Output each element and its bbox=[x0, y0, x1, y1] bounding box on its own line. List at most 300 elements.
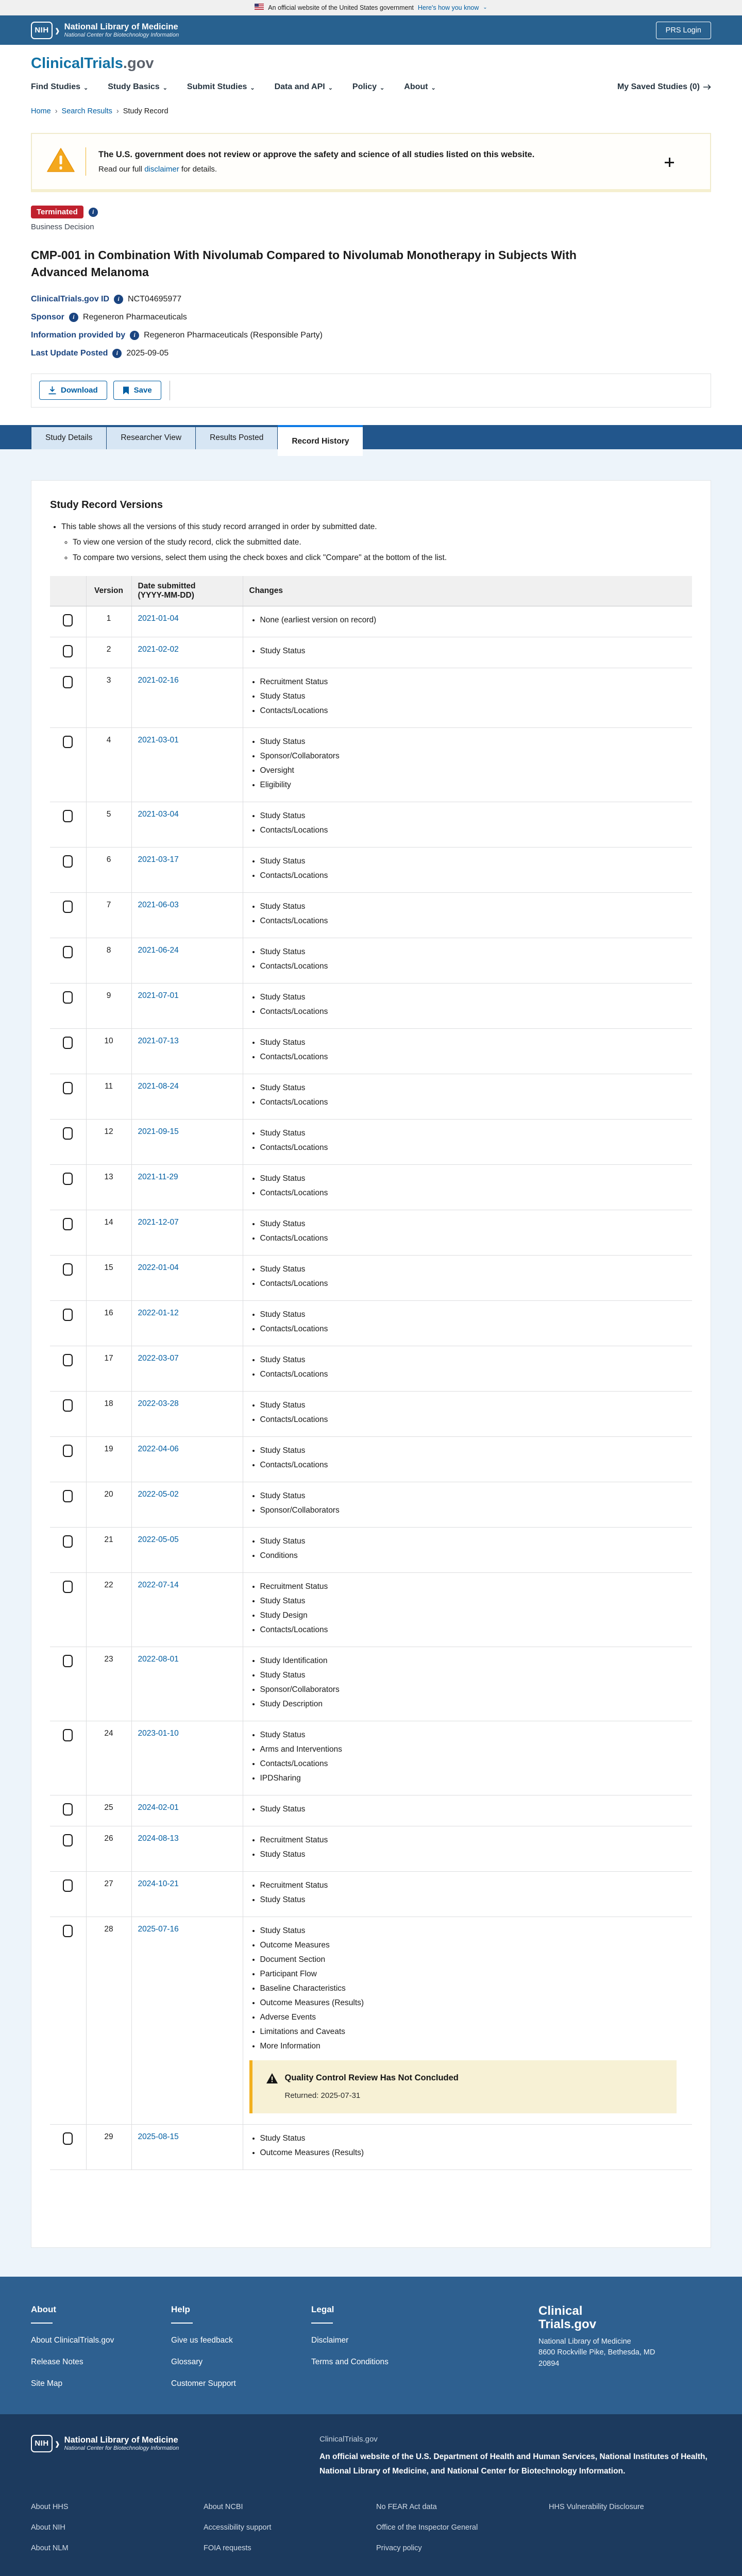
us-flag-icon bbox=[255, 4, 264, 11]
version-date-link[interactable]: 2021-03-04 bbox=[138, 809, 179, 819]
changes-cell bbox=[243, 1436, 692, 1482]
change-item: • Contacts/Locations bbox=[260, 826, 686, 835]
change-item: • Contacts/Locations bbox=[260, 1053, 686, 1062]
version-date-link[interactable]: 2022-05-02 bbox=[138, 1489, 179, 1499]
change-item: • Study Design bbox=[260, 1611, 686, 1620]
change-item: • IPDSharing bbox=[260, 1774, 686, 1783]
changes-cell bbox=[243, 1391, 692, 1436]
change-item: • Study Status bbox=[260, 2134, 686, 2143]
version-number-cell: 23 bbox=[86, 1647, 131, 1721]
changes-cell bbox=[243, 1164, 692, 1210]
change-item: • Adverse Events bbox=[260, 2013, 686, 2022]
org-name: National Library of Medicine bbox=[64, 22, 178, 32]
version-checkbox[interactable] bbox=[63, 645, 73, 657]
quality-control-alert bbox=[249, 2060, 677, 2113]
change-item: • Study Status bbox=[260, 1129, 686, 1138]
version-checkbox[interactable] bbox=[63, 1925, 73, 1937]
version-date-link[interactable]: 2021-07-13 bbox=[138, 1036, 179, 1045]
changes-cell bbox=[243, 1346, 692, 1391]
col-header-changes: Changes bbox=[243, 576, 692, 606]
table-row bbox=[50, 938, 692, 983]
version-checkbox[interactable] bbox=[63, 676, 73, 688]
changes-cell bbox=[243, 938, 692, 983]
change-item: • Study Status bbox=[260, 947, 686, 957]
change-item: • Study Status bbox=[260, 1038, 686, 1047]
version-number-cell: 15 bbox=[86, 1255, 131, 1300]
version-date-link[interactable]: 2021-03-17 bbox=[138, 855, 179, 864]
version-checkbox[interactable] bbox=[63, 1263, 73, 1276]
change-item: • Recruitment Status bbox=[260, 1836, 686, 1845]
version-date-link[interactable]: 2021-11-29 bbox=[138, 1172, 178, 1181]
version-checkbox[interactable] bbox=[63, 736, 73, 748]
version-date-link[interactable]: 2021-02-02 bbox=[138, 645, 179, 654]
version-date-link[interactable]: 2021-08-24 bbox=[138, 1081, 179, 1091]
version-number-cell: 5 bbox=[86, 802, 131, 847]
footer-heading-rule bbox=[311, 2323, 333, 2324]
version-date-link[interactable]: 2021-01-04 bbox=[138, 614, 179, 623]
disclaimer-link[interactable]: disclaimer bbox=[144, 164, 179, 174]
field-label: Last Update Posted bbox=[31, 348, 108, 358]
version-number-cell: 22 bbox=[86, 1572, 131, 1647]
table-row bbox=[50, 1527, 692, 1572]
version-date-link[interactable]: 2022-07-14 bbox=[138, 1580, 179, 1589]
version-number-cell: 11 bbox=[86, 1074, 131, 1119]
change-item: • Arms and Interventions bbox=[260, 1745, 686, 1754]
field-value: Regeneron Pharmaceuticals bbox=[82, 312, 187, 321]
version-checkbox[interactable] bbox=[63, 1173, 73, 1185]
version-number-cell: 21 bbox=[86, 1527, 131, 1572]
version-number-cell: 2 bbox=[86, 637, 131, 668]
study-field-row bbox=[31, 331, 711, 340]
version-checkbox[interactable] bbox=[63, 1309, 73, 1321]
chevron-down-icon: ⌄ bbox=[162, 84, 167, 91]
version-date-link[interactable]: 2024-08-13 bbox=[138, 1834, 179, 1843]
version-date-link[interactable]: 2021-07-01 bbox=[138, 991, 179, 1000]
official-agency-link[interactable]: National Center for Biotechnology Information bbox=[447, 2467, 623, 2476]
breadcrumb-link[interactable]: Search Results bbox=[61, 107, 112, 115]
breadcrumb bbox=[0, 99, 742, 118]
nav-item-submit-studies[interactable] bbox=[187, 82, 255, 92]
table-row bbox=[50, 1572, 692, 1647]
version-number-cell: 12 bbox=[86, 1119, 131, 1164]
table-row bbox=[50, 1647, 692, 1721]
gov-banner-text: An official website of the United States government bbox=[268, 4, 414, 11]
alert-sub-suffix: for details. bbox=[179, 164, 217, 174]
change-item: • Study Status bbox=[260, 1850, 686, 1859]
change-item: • Study Status bbox=[260, 1355, 686, 1365]
table-row bbox=[50, 1164, 692, 1210]
changes-cell bbox=[243, 637, 692, 668]
version-date-link[interactable]: 2021-03-01 bbox=[138, 735, 179, 744]
nlm-header bbox=[0, 15, 742, 45]
version-date-link[interactable]: 2022-04-06 bbox=[138, 1444, 179, 1453]
changes-cell bbox=[243, 1647, 692, 1721]
version-checkbox[interactable] bbox=[63, 1581, 73, 1593]
change-item: • Outcome Measures (Results) bbox=[260, 1998, 686, 2008]
official-text: . bbox=[623, 2467, 626, 2476]
changes-cell bbox=[243, 847, 692, 892]
footer-column-help bbox=[171, 2304, 311, 2388]
version-checkbox[interactable] bbox=[63, 855, 73, 868]
version-number-cell: 6 bbox=[86, 847, 131, 892]
change-item: • Conditions bbox=[260, 1551, 686, 1561]
intro-sub-bullet: ◦ To view one version of the study record, click the submitted date. bbox=[73, 538, 692, 547]
chevron-down-icon: ⌄ bbox=[431, 84, 436, 91]
official-agency-link[interactable]: National Institutes of Health bbox=[599, 2452, 705, 2461]
version-date-link[interactable]: 2021-12-07 bbox=[138, 1217, 179, 1227]
version-checkbox[interactable] bbox=[63, 1082, 73, 1094]
breadcrumb-separator: › bbox=[116, 107, 119, 115]
change-item: • Study Status bbox=[260, 1265, 686, 1274]
footer-link-columns bbox=[31, 2304, 451, 2388]
version-checkbox[interactable] bbox=[63, 1729, 73, 1741]
agency-link-column bbox=[31, 2503, 193, 2565]
table-row bbox=[50, 2124, 692, 2170]
change-item: • Study Status bbox=[260, 1492, 686, 1501]
change-item: • Recruitment Status bbox=[260, 677, 686, 687]
agency-footer-link[interactable]: Office of the Inspector General bbox=[376, 2523, 478, 2532]
table-row bbox=[50, 1255, 692, 1300]
table-row bbox=[50, 983, 692, 1028]
version-number-cell: 17 bbox=[86, 1346, 131, 1391]
changes-cell bbox=[243, 1917, 692, 2124]
footer-site-name: ClinicalTrials.gov bbox=[319, 2434, 378, 2444]
change-item: • Contacts/Locations bbox=[260, 1279, 686, 1289]
gov-disclaimer-alert bbox=[31, 133, 711, 192]
agency-footer-link[interactable]: HHS Vulnerability Disclosure bbox=[549, 2503, 644, 2512]
official-text: An official website of the bbox=[319, 2452, 416, 2461]
version-checkbox[interactable] bbox=[63, 1655, 73, 1667]
chevron-down-icon: ⌄ bbox=[328, 84, 333, 91]
version-date-link[interactable]: 2022-03-28 bbox=[138, 1399, 179, 1408]
version-date-link[interactable]: 2025-08-15 bbox=[138, 2132, 179, 2141]
version-date-link[interactable]: 2024-02-01 bbox=[138, 1803, 179, 1812]
version-date-link[interactable]: 2022-03-07 bbox=[138, 1353, 179, 1363]
org-subtitle: National Center for Biotechnology Information bbox=[64, 31, 179, 38]
version-date-link[interactable]: 2022-05-05 bbox=[138, 1535, 179, 1544]
change-item: • Study Status bbox=[260, 993, 686, 1002]
warning-triangle-icon bbox=[266, 2073, 278, 2084]
table-row bbox=[50, 637, 692, 668]
version-number-cell: 16 bbox=[86, 1300, 131, 1346]
col-header-version: Version bbox=[86, 576, 131, 606]
version-checkbox[interactable] bbox=[63, 1445, 73, 1457]
footer-column-heading: Legal bbox=[311, 2304, 334, 2314]
how-you-know-link[interactable]: Here's how you know bbox=[417, 4, 479, 11]
version-date-link[interactable]: 2021-09-15 bbox=[138, 1127, 179, 1136]
nih-chevron-icon: › bbox=[55, 20, 60, 40]
version-checkbox[interactable] bbox=[63, 2132, 73, 2145]
change-item: • Eligibility bbox=[260, 781, 686, 790]
change-item: • Contacts/Locations bbox=[260, 1759, 686, 1769]
field-value: NCT04695977 bbox=[128, 294, 182, 303]
expand-alert-button[interactable] bbox=[665, 158, 674, 167]
agency-footer-link[interactable]: No FEAR Act data bbox=[376, 2503, 437, 2512]
download-button[interactable] bbox=[39, 381, 107, 400]
version-number-cell: 8 bbox=[86, 938, 131, 983]
field-label: Sponsor bbox=[31, 312, 64, 321]
version-number-cell: 26 bbox=[86, 1826, 131, 1871]
version-checkbox[interactable] bbox=[63, 1490, 73, 1502]
qc-alert-title: Quality Control Review Has Not Concluded bbox=[284, 2073, 459, 2083]
footer-address: National Library of Medicine 8600 Rockville Pike, Bethesda, MD 20894 bbox=[538, 2337, 655, 2368]
breadcrumb-current: Study Record bbox=[123, 107, 168, 115]
table-row bbox=[50, 1721, 692, 1795]
footer-agency-links bbox=[31, 2503, 711, 2565]
table-row bbox=[50, 1119, 692, 1164]
version-checkbox[interactable] bbox=[63, 810, 73, 822]
version-checkbox[interactable] bbox=[63, 1834, 73, 1846]
version-date-link[interactable]: 2022-08-01 bbox=[138, 1654, 179, 1664]
nav-item-label: Policy bbox=[352, 82, 377, 91]
change-item: • Sponsor/Collaborators bbox=[260, 1685, 686, 1694]
version-checkbox[interactable] bbox=[63, 1535, 73, 1548]
footer-link[interactable]: Glossary bbox=[171, 2357, 203, 2366]
tab-record-history[interactable]: Record History bbox=[278, 425, 363, 456]
version-number-cell: 28 bbox=[86, 1917, 131, 2124]
table-row bbox=[50, 1917, 692, 2124]
change-item: • Recruitment Status bbox=[260, 1582, 686, 1591]
nav-item-label: Find Studies bbox=[31, 82, 80, 91]
version-number-cell: 9 bbox=[86, 983, 131, 1028]
prs-login-button[interactable]: PRS Login bbox=[656, 22, 711, 39]
version-date-link[interactable]: 2023-01-10 bbox=[138, 1728, 179, 1738]
change-item: • Study Status bbox=[260, 692, 686, 701]
change-item: • Contacts/Locations bbox=[260, 1325, 686, 1334]
footer-column-legal bbox=[311, 2304, 451, 2388]
study-field-row bbox=[31, 295, 711, 304]
nih-logo[interactable] bbox=[31, 22, 179, 39]
changes-cell bbox=[243, 983, 692, 1028]
version-date-link[interactable]: 2021-06-03 bbox=[138, 900, 179, 909]
info-icon[interactable] bbox=[112, 349, 122, 358]
version-checkbox[interactable] bbox=[63, 1218, 73, 1230]
intro-sub-bullet: ◦ To compare two versions, select them using the check boxes and click "Compare" at the bottom of the list. bbox=[73, 553, 692, 563]
version-date-link[interactable]: 2022-01-12 bbox=[138, 1308, 179, 1317]
footer-link[interactable]: Disclaimer bbox=[311, 2335, 349, 2345]
changes-cell bbox=[243, 1527, 692, 1572]
version-checkbox[interactable] bbox=[63, 1803, 73, 1816]
agency-footer-link[interactable]: About NIH bbox=[31, 2523, 65, 2532]
nav-item-about[interactable] bbox=[404, 82, 435, 92]
change-item: • Study Status bbox=[260, 811, 686, 821]
footer-nih-chevron-icon: › bbox=[55, 2433, 60, 2453]
footer-column-about bbox=[31, 2304, 171, 2388]
table-row bbox=[50, 802, 692, 847]
table-row bbox=[50, 1795, 692, 1826]
gov-banner bbox=[0, 0, 742, 15]
field-label: ClinicalTrials.gov ID bbox=[31, 294, 110, 303]
tab-study-details[interactable]: Study Details bbox=[31, 427, 107, 449]
page-title: CMP-001 in Combination With Nivolumab Compared to Nivolumab Monotherapy in Subjects With Advanced Melanoma bbox=[31, 248, 577, 279]
agency-link-column bbox=[549, 2503, 711, 2565]
nav-item-policy[interactable] bbox=[352, 82, 384, 92]
version-date-link[interactable]: 2025-07-16 bbox=[138, 1924, 179, 1934]
info-icon[interactable] bbox=[89, 208, 98, 217]
agency-footer-link[interactable]: Privacy policy bbox=[376, 2544, 422, 2553]
agency-footer bbox=[0, 2414, 742, 2576]
change-item: • Study Status bbox=[260, 1446, 686, 1455]
nav-item-data-and-api[interactable] bbox=[275, 82, 333, 92]
versions-intro bbox=[50, 522, 692, 563]
version-checkbox[interactable] bbox=[63, 901, 73, 913]
table-row bbox=[50, 1210, 692, 1255]
table-row bbox=[50, 1391, 692, 1436]
col-header-checkbox bbox=[50, 576, 86, 606]
study-fields bbox=[31, 295, 711, 358]
alert-title: The U.S. government does not review or approve the safety and science of all studies listed on this website. bbox=[98, 149, 535, 159]
main-nav bbox=[31, 82, 436, 92]
table-row bbox=[50, 606, 692, 637]
save-button[interactable] bbox=[113, 381, 161, 400]
change-item: • Study Status bbox=[260, 1895, 686, 1905]
tab-researcher-view[interactable]: Researcher View bbox=[107, 427, 196, 449]
change-item: • Baseline Characteristics bbox=[260, 1984, 686, 1993]
footer-link[interactable]: Customer Support bbox=[171, 2379, 236, 2388]
version-checkbox[interactable] bbox=[63, 1879, 73, 1892]
actions-box bbox=[31, 374, 711, 408]
change-item: • Contacts/Locations bbox=[260, 1415, 686, 1425]
status-reason: Business Decision bbox=[31, 223, 94, 231]
intro-sub-list bbox=[61, 538, 692, 563]
changes-cell bbox=[243, 1572, 692, 1647]
change-item: • Document Section bbox=[260, 1955, 686, 1964]
change-item: • Study Description bbox=[260, 1700, 686, 1709]
tab-results-posted[interactable]: Results Posted bbox=[196, 427, 278, 449]
change-item: • Contacts/Locations bbox=[260, 1625, 686, 1635]
footer-column-heading: Help bbox=[171, 2304, 190, 2314]
wordmark-main: ClinicalTrials bbox=[31, 55, 123, 72]
col-header-date: Date submitted (YYYY-MM-DD) bbox=[131, 576, 243, 606]
chevron-down-icon: ⌄ bbox=[483, 5, 487, 10]
table-row bbox=[50, 1346, 692, 1391]
info-icon[interactable] bbox=[114, 295, 123, 304]
footer-link[interactable]: Give us feedback bbox=[171, 2335, 233, 2345]
official-text: , bbox=[705, 2452, 707, 2461]
table-row bbox=[50, 668, 692, 727]
changes-cell bbox=[243, 1826, 692, 1871]
footer-link[interactable]: Terms and Conditions bbox=[311, 2357, 389, 2366]
change-item: • Contacts/Locations bbox=[260, 1007, 686, 1016]
version-checkbox[interactable] bbox=[63, 614, 73, 626]
change-item: • Study Status bbox=[260, 1310, 686, 1319]
footer-org-subtitle: National Center for Biotechnology Information bbox=[64, 2445, 179, 2452]
version-date-link[interactable]: 2021-06-24 bbox=[138, 945, 179, 955]
change-item: • Study Status bbox=[260, 1174, 686, 1183]
version-date-link[interactable]: 2022-01-04 bbox=[138, 1263, 179, 1272]
table-row bbox=[50, 1074, 692, 1119]
agency-link-column bbox=[204, 2503, 366, 2565]
agency-footer-link[interactable]: About HHS bbox=[31, 2503, 69, 2512]
intro-main-text: This table shows all the versions of this study record arranged in order by submitted date. bbox=[61, 522, 377, 531]
breadcrumb-link[interactable]: Home bbox=[31, 107, 51, 115]
version-number-cell: 14 bbox=[86, 1210, 131, 1255]
changes-cell bbox=[243, 1871, 692, 1917]
change-item: • Sponsor/Collaborators bbox=[260, 752, 686, 761]
changes-cell bbox=[243, 727, 692, 802]
change-item: • Contacts/Locations bbox=[260, 962, 686, 971]
chevron-down-icon: ⌄ bbox=[250, 84, 255, 91]
footer-link[interactable]: Site Map bbox=[31, 2379, 63, 2388]
clinicaltrials-logo[interactable] bbox=[31, 55, 711, 72]
footer-link[interactable]: Release Notes bbox=[31, 2357, 83, 2366]
tab-bar bbox=[0, 425, 742, 449]
changes-cell bbox=[243, 2124, 692, 2170]
nav-item-label: Study Basics bbox=[108, 82, 160, 91]
version-number-cell: 20 bbox=[86, 1482, 131, 1527]
version-checkbox[interactable] bbox=[63, 946, 73, 958]
info-icon[interactable] bbox=[69, 313, 78, 322]
change-item: • Limitations and Caveats bbox=[260, 2027, 686, 2037]
changes-cell bbox=[243, 1210, 692, 1255]
change-item: • Study Status bbox=[260, 1597, 686, 1606]
site-header bbox=[0, 45, 742, 99]
footer-link[interactable]: About ClinicalTrials.gov bbox=[31, 2335, 114, 2345]
version-checkbox[interactable] bbox=[63, 991, 73, 1004]
version-number-cell: 25 bbox=[86, 1795, 131, 1826]
arrow-right-icon bbox=[703, 84, 711, 90]
version-date-link[interactable]: 2021-02-16 bbox=[138, 675, 179, 685]
footer-official-statement bbox=[319, 2450, 711, 2479]
version-number-cell: 19 bbox=[86, 1436, 131, 1482]
agency-footer-link[interactable]: FOIA requests bbox=[204, 2544, 251, 2553]
change-item: • Contacts/Locations bbox=[260, 917, 686, 926]
change-item: • More Information bbox=[260, 2042, 686, 2051]
change-item: • Study Status bbox=[260, 1805, 686, 1814]
change-item: • Contacts/Locations bbox=[260, 1098, 686, 1107]
nav-item-study-basics[interactable] bbox=[108, 82, 167, 92]
version-number-cell: 7 bbox=[86, 892, 131, 938]
versions-table bbox=[50, 576, 692, 2170]
version-number-cell: 27 bbox=[86, 1871, 131, 1917]
footer-org-name: National Library of Medicine bbox=[64, 2435, 178, 2445]
qc-returned-date: Returned: 2025-07-31 bbox=[284, 2091, 361, 2100]
change-item: • Study Status bbox=[260, 1537, 686, 1546]
version-checkbox[interactable] bbox=[63, 1127, 73, 1140]
version-number-cell: 13 bbox=[86, 1164, 131, 1210]
changes-cell bbox=[243, 1255, 692, 1300]
change-item: • Study Status bbox=[260, 737, 686, 747]
field-label: Information provided by bbox=[31, 330, 126, 340]
footer-column-heading: About bbox=[31, 2304, 57, 2314]
info-icon[interactable] bbox=[130, 331, 139, 340]
change-item: • Participant Flow bbox=[260, 1970, 686, 1979]
change-item: • Study Status bbox=[260, 1926, 686, 1936]
change-item: • Study Identification bbox=[260, 1656, 686, 1666]
agency-footer-link[interactable]: Accessibility support bbox=[204, 2523, 272, 2532]
official-agency-link[interactable]: U.S. Department of Health and Human Services bbox=[415, 2452, 595, 2461]
version-checkbox[interactable] bbox=[63, 1399, 73, 1412]
field-value: Regeneron Pharmaceuticals (Responsible Party) bbox=[144, 330, 323, 340]
change-item: • Sponsor/Collaborators bbox=[260, 1506, 686, 1515]
section-title: Study Record Versions bbox=[50, 499, 163, 511]
change-item: • Contacts/Locations bbox=[260, 871, 686, 880]
study-field-row bbox=[31, 349, 711, 358]
agency-footer-link[interactable]: About NCBI bbox=[204, 2503, 243, 2512]
official-agency-link[interactable]: National Library of Medicine bbox=[319, 2467, 427, 2476]
change-item: • Study Status bbox=[260, 857, 686, 866]
my-saved-studies-link[interactable] bbox=[617, 82, 711, 92]
changes-cell bbox=[243, 1721, 692, 1795]
version-checkbox[interactable] bbox=[63, 1354, 73, 1366]
footer bbox=[0, 2277, 742, 2414]
change-item: • Outcome Measures bbox=[260, 1941, 686, 1950]
version-checkbox[interactable] bbox=[63, 1037, 73, 1049]
footer-nih-logo-icon: NIH bbox=[31, 2435, 53, 2452]
nav-item-find-studies[interactable] bbox=[31, 82, 88, 92]
version-date-link[interactable]: 2024-10-21 bbox=[138, 1879, 179, 1888]
agency-footer-link[interactable]: About NLM bbox=[31, 2544, 69, 2553]
